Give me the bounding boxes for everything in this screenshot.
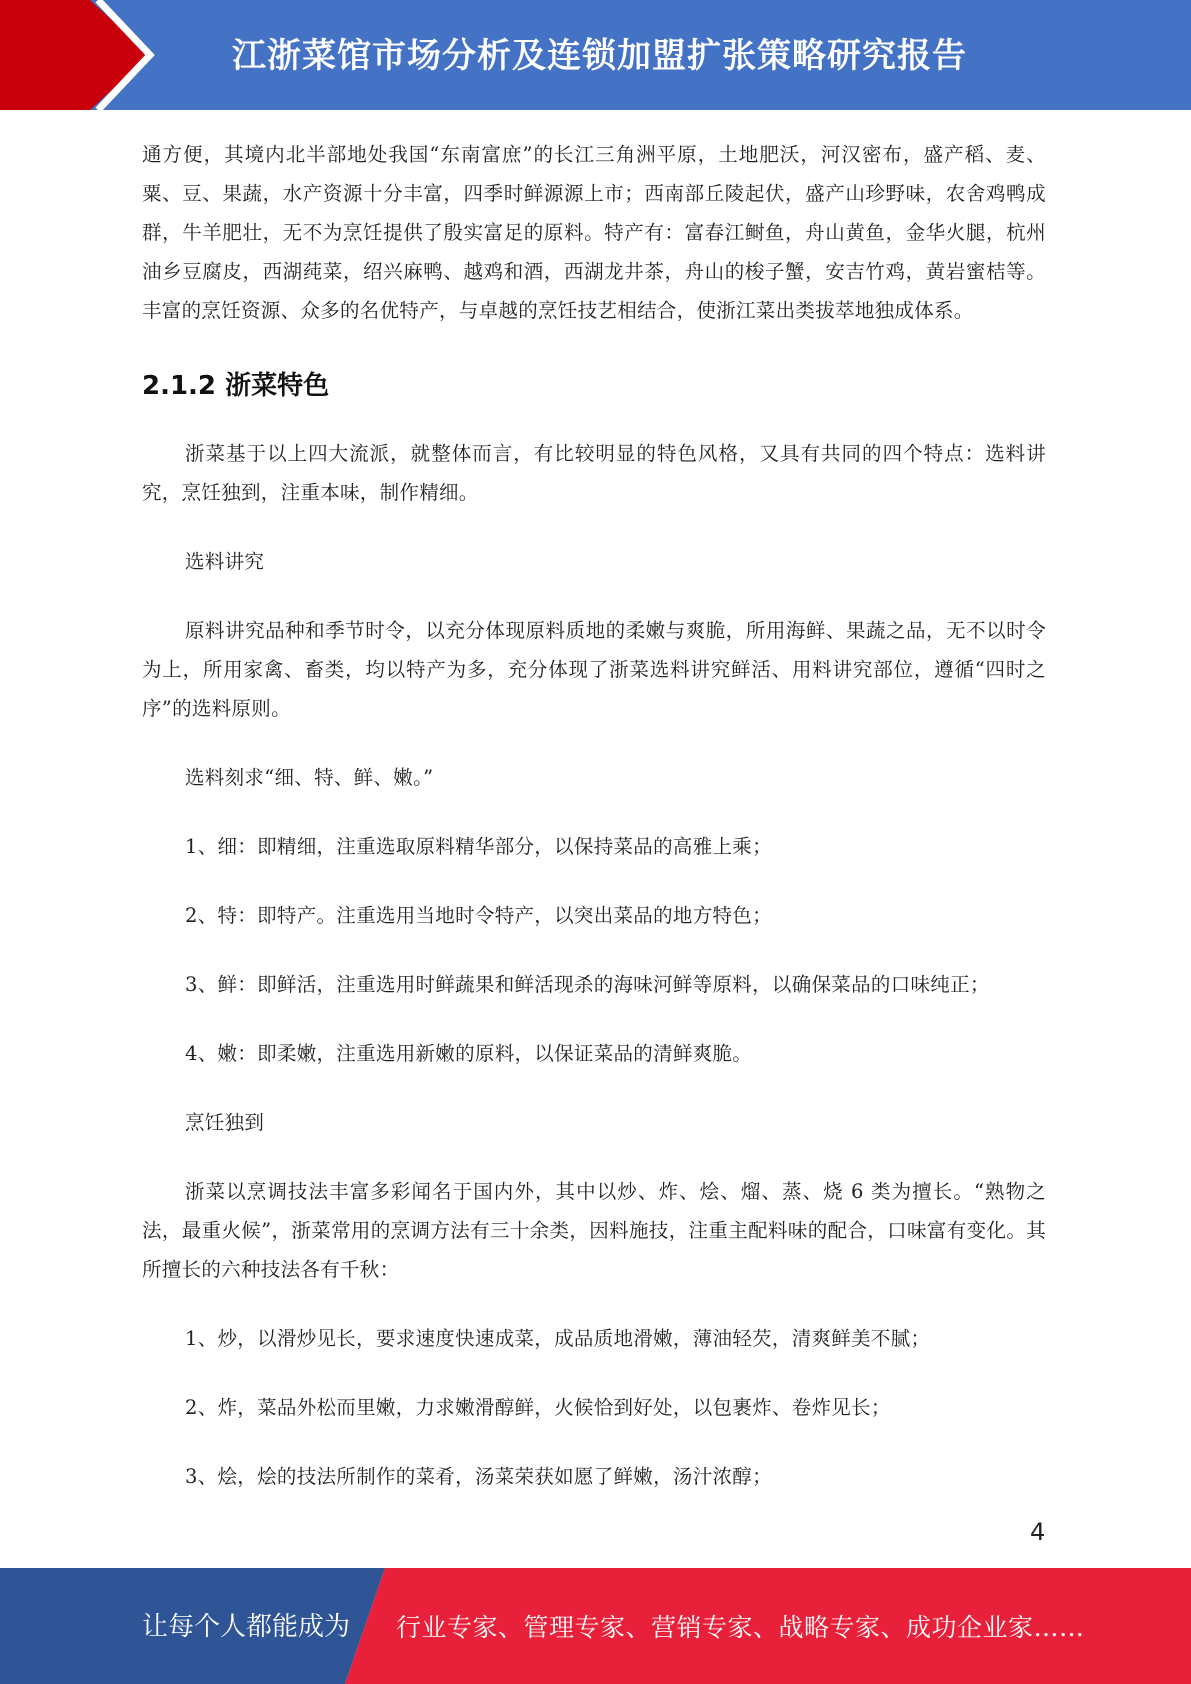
subsection-title-ingredients: 选料讲究: [185, 550, 265, 573]
section-heading: 2.1.2 浙菜特色: [142, 371, 330, 401]
footer-slogan-left: 让每个人都能成为: [142, 1612, 351, 1642]
page-content: [142, 135, 1046, 1496]
list-item: 3、烩，烩的技法所制作的菜肴，汤菜荣获如愿了鲜嫩，汤汁浓醇；: [185, 1465, 772, 1488]
subsection-title-cooking: 烹饪独到: [185, 1111, 265, 1134]
footer-slogan-right: 行业专家、管理专家、营销专家、战略专家、成功企业家……: [396, 1613, 1085, 1642]
list-item: 3、鲜：即鲜活，注重选用时鲜蔬果和鲜活现杀的海味河鲜等原料，以确保菜品的口味纯正；: [185, 973, 990, 996]
list-item: 1、炒，以滑炒见长，要求速度快速成菜，成品质地滑嫩，薄油轻芡，清爽鲜美不腻；: [185, 1327, 931, 1350]
page-footer: [0, 1568, 1191, 1684]
summary-paragraph: 浙菜基于以上四大流派，就整体而言，有比较明显的特色风格，又具有共同的四个特点：选料讲究，烹饪独到，注重本味，制作精细。: [142, 442, 1046, 504]
intro-paragraph: 通方便，其境内北半部地处我国“东南富庶”的长江三角洲平原，土地肥沃，河汉密布，盛产稻、麦、粟、豆、果蔬，水产资源十分丰富，四季时鲜源源上市；西南部丘陵起伏，盛产山珍野味，农舍鸡鸭成群，牛羊肥壮，无不为烹饪提供了殷实富足的原料。特产有：富春江鲥鱼，舟山黄鱼，金华火腿，杭州油乡豆腐皮，西湖莼菜，绍兴麻鸭、越鸡和酒，西湖龙井茶，舟山的梭子蟹，安吉竹鸡，黄岩蜜桔等。丰富的烹饪资源、众多的名优特产，与卓越的烹饪技艺相结合，使浙江菜出类拔萃地独成体系。: [142, 143, 1046, 322]
list-item: 2、炸，菜品外松而里嫩，力求嫩滑醇鲜，火候恰到好处，以包裹炸、卷炸见长；: [185, 1396, 891, 1419]
page-header: [0, 0, 1191, 110]
page-number: 4: [1030, 1518, 1046, 1546]
report-title: 江浙菜馆市场分析及连锁加盟扩张策略研究报告: [232, 36, 967, 76]
list-item: 4、嫩：即柔嫩，注重选用新嫩的原料，以保证菜品的清鲜爽脆。: [185, 1042, 753, 1065]
header-chevron-icon: [0, 0, 160, 110]
list-item: 1、细：即精细，注重选取原料精华部分，以保持菜品的高雅上乘；: [185, 835, 772, 858]
ingredients-paragraph: 原料讲究品种和季节时令，以充分体现原料质地的柔嫩与爽脆，所用海鲜、果蔬之品，无不以时令为上，所用家禽、畜类，均以特产为多，充分体现了浙菜选料讲究鲜活、用料讲究部位，遵循“四时之序”的选料原则。: [142, 619, 1046, 720]
ingredients-rule: 选料刻求“细、特、鲜、嫩。”: [185, 766, 434, 789]
cooking-paragraph: 浙菜以烹调技法丰富多彩闻名于国内外，其中以炒、炸、烩、熘、蒸、烧 6 类为擅长。“熟物之法，最重火候”，浙菜常用的烹调方法有三十余类，因料施技，注重主配料味的配合，口味富有变化。其所擅长的六种技法各有千秋：: [142, 1180, 1046, 1281]
list-item: 2、特：即特产。注重选用当地时令特产，以突出菜品的地方特色；: [185, 904, 772, 927]
